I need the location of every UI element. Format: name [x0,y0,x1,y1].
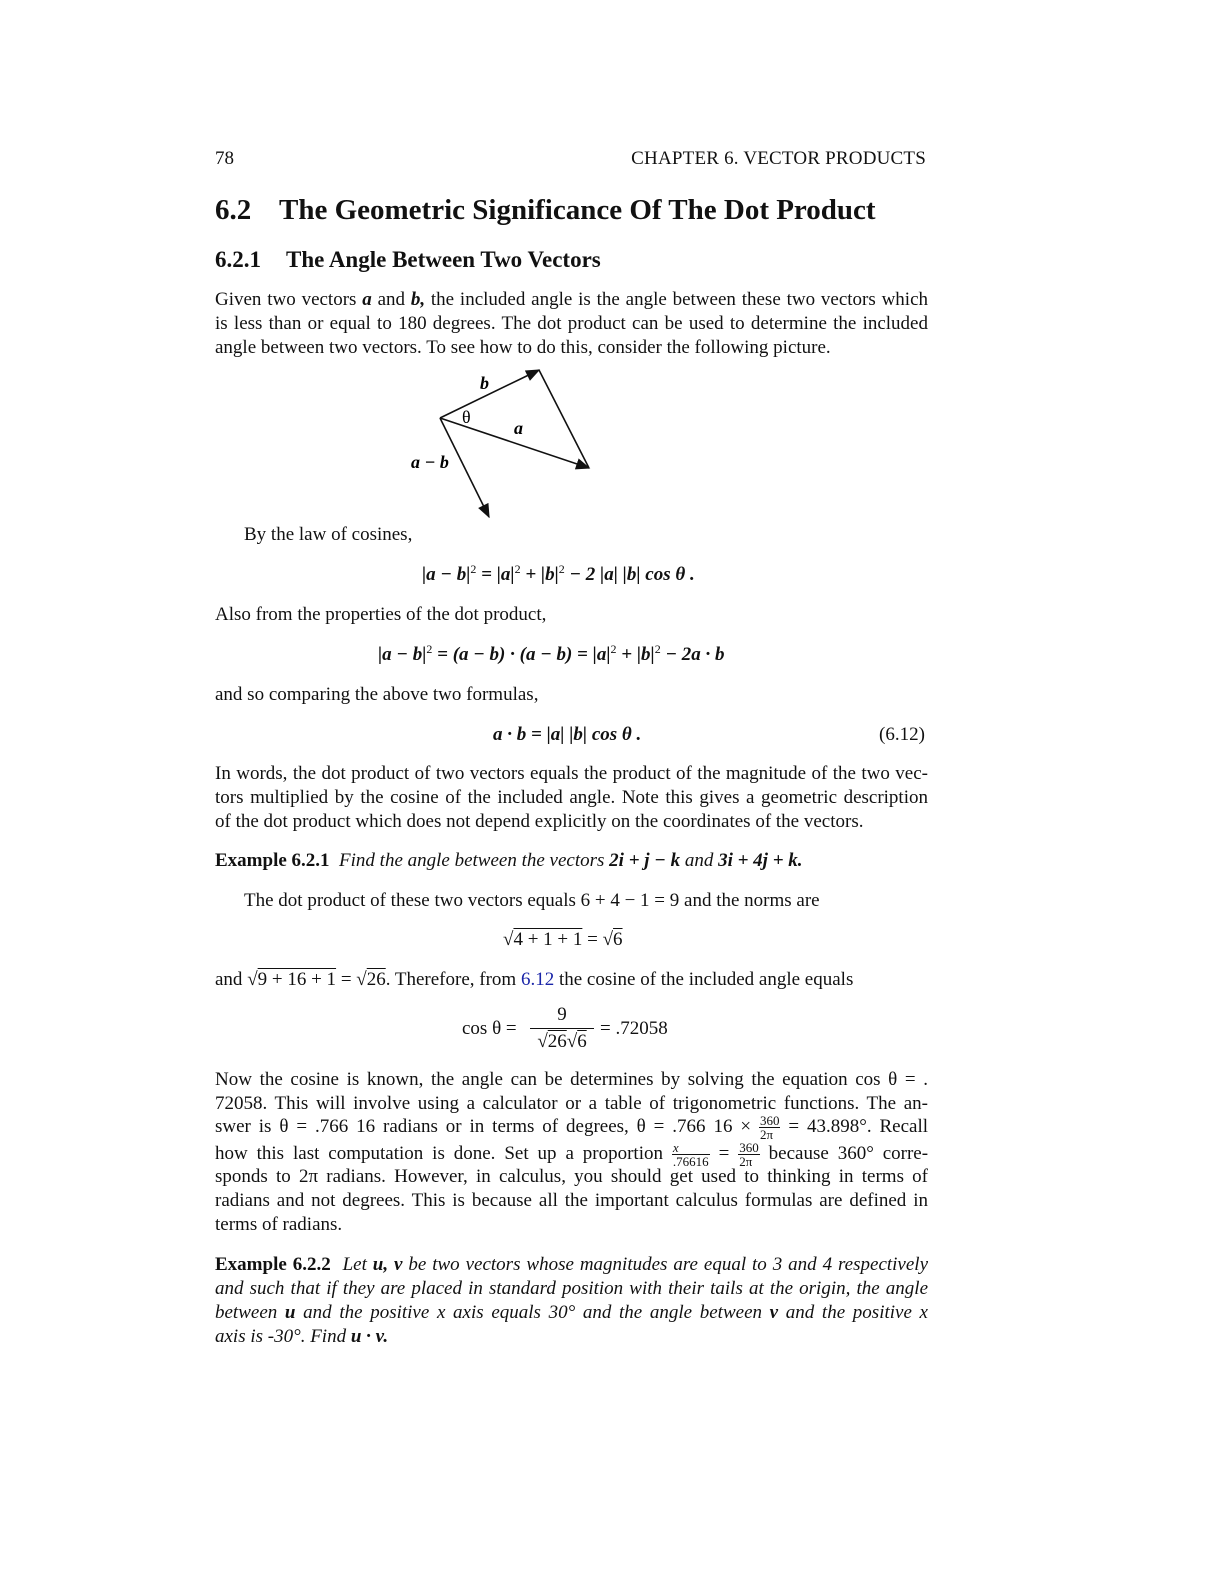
chapter-heading: CHAPTER 6. VECTOR PRODUCTS [631,148,926,169]
example-6-2-1-statement [215,850,928,872]
vector-b: b, [410,289,426,310]
subsection-number: 6.2.1 [215,247,261,272]
example-6-2-2-line-1 [215,1254,928,1276]
eq-sup: 2 [654,642,661,656]
norm-2-line: and √9 + 16 + 1 = √26. Therefore, from 6.12 the cosine of the included angle equals [215,969,854,990]
eq-part: − 2a · b [660,644,725,665]
section-title: The Geometric Significance Of The Dot Product [279,194,876,226]
vector-u: u [284,1302,296,1323]
equation-number: (6.12) [879,724,925,745]
text: . Therefore, from [385,969,521,990]
radicand: 6 [613,929,623,950]
law-of-cosines-text: By the law of cosines, [244,524,413,545]
example-title: Example 6.2.2 [215,1254,331,1275]
text: how this last computation is done. Set up a proportion [215,1142,663,1164]
text: = 43.898°. Recall [788,1115,929,1137]
numerator: x [672,1141,710,1155]
equation-law-of-cosines [422,564,695,586]
text: the cosine of the included angle equals [554,969,854,990]
numerator: 360 [739,1140,759,1155]
eq-part: − 2 |a| |b| cos θ . [564,564,695,585]
cos-fraction [530,1004,594,1053]
fraction-360-2pi [759,1114,781,1141]
section-heading [215,194,876,227]
vector-expression: u, v [372,1254,403,1275]
compare-text: and so comparing the above two formulas, [215,684,539,705]
eq-part: + |b| [616,644,655,665]
text: swer is θ = .766 16 radians or in terms of degrees, θ = .766 16 × [215,1115,752,1137]
page-number: 78 [215,148,234,169]
angle-paragraph-line-3 [215,1114,928,1141]
vector-v: v [769,1302,779,1323]
dot-product-line: The dot product of these two vectors equals 6 + 4 − 1 = 9 and the norms are [244,890,820,911]
example-6-2-2-line-4 [215,1326,928,1348]
radicand: 26 [366,969,386,990]
eq-sup: 2 [558,562,565,576]
intro-text: and [371,289,411,310]
text: and the positive x [778,1302,928,1323]
example-text: Find the angle between the vectors [339,850,610,871]
numerator: 360 [759,1113,780,1128]
words-line-3: of the dot product which does not depend explicitly on the coordinates of the vectors. [215,811,864,832]
eq-part: = [582,929,603,950]
angle-paragraph-line-7: terms of radians. [215,1214,343,1235]
vector-b-arrow [440,370,539,418]
denominator: .76616 [672,1154,709,1169]
radicand: 26 [547,1031,567,1052]
eq-part: = |a| [476,564,515,585]
text: = [718,1142,730,1164]
words-line-2: tors multiplied by the cosine of the included angle. Note this gives a geometric description [215,787,928,808]
text: and the positive x axis equals 30° and the angle between [295,1302,770,1323]
angle-paragraph-line-5: sponds to 2π radians. However, in calculus, you should get used to thinking in terms of [215,1166,928,1187]
eq-part: = [336,969,357,990]
intro-line-3: angle between two vectors. To see how to do this, consider the following picture. [215,337,831,358]
vector-expression: u · v. [350,1326,389,1347]
cos-denominator: √26√6 [537,1031,587,1052]
vector-expression: 2i + j − k [609,850,681,871]
subsection-title: The Angle Between Two Vectors [286,247,601,272]
cos-rhs: = .72058 [600,1018,668,1039]
angle-paragraph-line-6: radians and not degrees. This is because all the important calculus formulas are defined in [215,1190,928,1211]
eq-sup: 2 [610,642,617,656]
example-text: and [680,850,719,871]
intro-text: the included angle is the angle between these two vectors which [425,289,928,310]
text: axis is -30°. Find [215,1326,351,1347]
text: between [215,1302,285,1323]
example-6-2-2-line-2: and such that if they are placed in standard position with their tails at the origin, the angle [215,1278,928,1299]
eq-sup: 2 [426,642,433,656]
eq-part: |a − b| [422,564,471,585]
norm-1-equation: √4 + 1 + 1 = √6 [503,929,623,950]
vector-a: a [362,289,372,310]
figure-label-theta: θ [462,407,471,427]
example-6-2-2-line-3 [215,1302,928,1324]
equation-dot-expansion [378,644,724,666]
angle-paragraph-line-4 [215,1141,928,1168]
cos-lhs: cos θ = [462,1018,517,1039]
eq-sup: 2 [470,562,477,576]
intro-line-1 [215,289,928,311]
figure-label-a-minus-b: a − b [411,452,449,472]
subsection-heading [215,247,601,273]
angle-paragraph-line-1: Now the cosine is known, the angle can be determines by solving the equation cos θ = . [215,1069,928,1090]
fraction-360-2pi-b [738,1141,760,1168]
radicand: 4 + 1 + 1 [513,929,583,950]
denominator: 2π [759,1127,774,1142]
text: because 360° corre- [768,1142,929,1164]
eq-sup: 2 [514,562,521,576]
figure-label-a: a [514,418,523,438]
equation-reference-link[interactable]: 6.12 [520,969,555,990]
eq-part: = (a − b) · (a − b) = |a| [432,644,611,665]
equation-6-12: a · b = |a| |b| cos θ . [493,724,642,745]
denominator: 2π [739,1154,753,1169]
text: Let [342,1254,373,1275]
example-title: Example 6.2.1 [215,850,330,871]
vector-expression: 3i + 4j + k. [718,850,803,871]
intro-text: Given two vectors [215,289,363,310]
text: and [215,969,248,990]
words-line-1: In words, the dot product of two vectors equals the product of the magnitude of the two vec- [215,763,928,784]
cos-numerator: 9 [530,1004,594,1029]
radicand: 6 [577,1031,587,1052]
dot-props-text: Also from the properties of the dot product, [215,604,547,625]
fraction-x [672,1141,710,1168]
section-number: 6.2 [215,194,252,226]
vector-triangle-figure [400,360,610,525]
eq-part: |a − b| [378,644,427,665]
figure-label-b: b [480,373,489,393]
intro-line-2: is less than or equal to 180 degrees. The dot product can be used to determine the included [215,313,928,334]
eq-part: + |b| [520,564,559,585]
radicand: 9 + 16 + 1 [257,969,337,990]
text: be two vectors whose magnitudes are equal to 3 and 4 respectively [402,1254,929,1275]
angle-paragraph-line-2: 72058. This will involve using a calculator or a table of trigonometric functions. The an- [215,1093,928,1114]
